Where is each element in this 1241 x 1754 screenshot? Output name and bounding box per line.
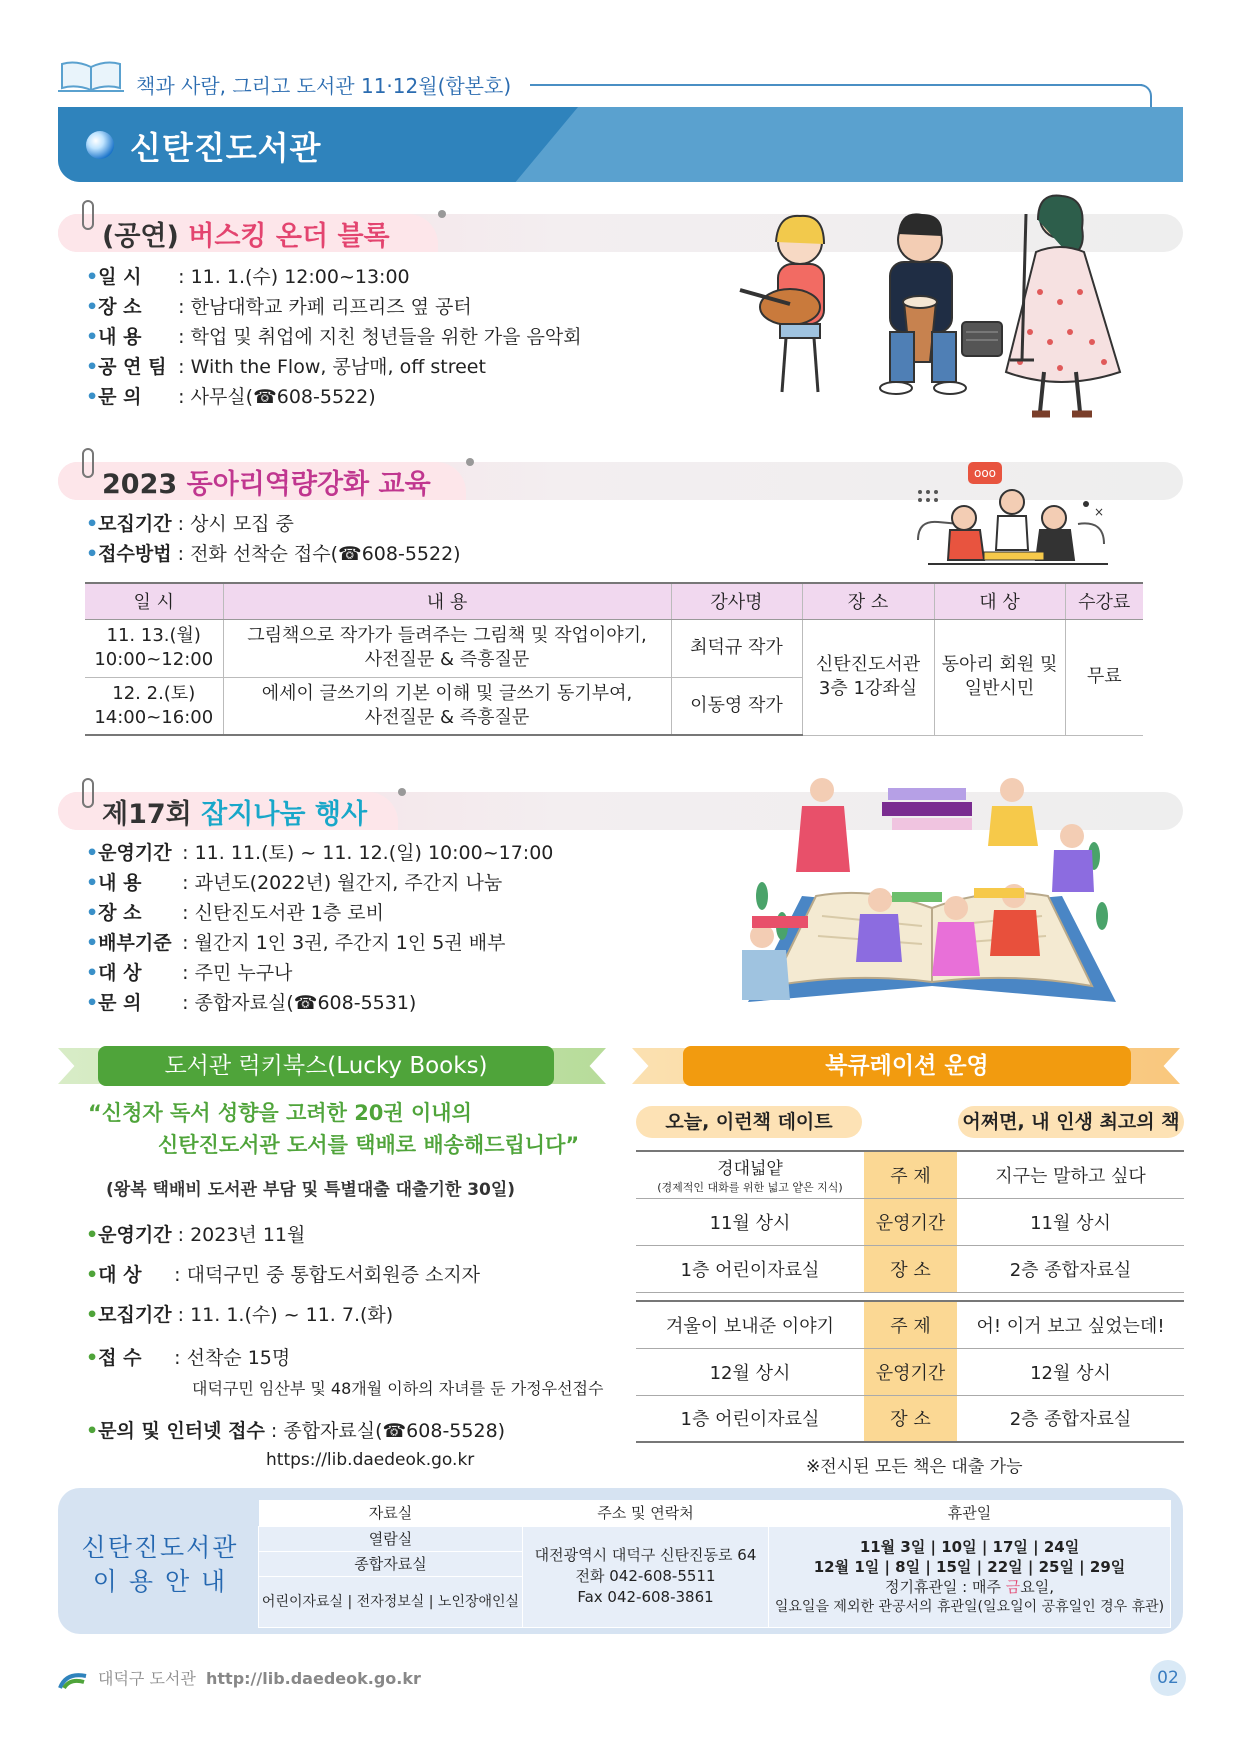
row-time: 14:00~16:00 (94, 706, 214, 728)
pin-dot-icon (398, 788, 406, 796)
room-item: 종합자료실 (259, 1552, 522, 1577)
holiday-note: 일요일을 제외한 관공서의 휴관일(일요일이 공휴일인 경우 휴관) (774, 1598, 1165, 1615)
row-date: 11. 13.(월) (106, 625, 201, 646)
footer-org: 대덕구 도서관 http://lib.daedeok.go.kr (98, 1669, 421, 1688)
target-line: 일반시민 (964, 678, 1035, 699)
row-lecturer: 최덕규 작가 (671, 619, 802, 677)
row-content: 사전질문 & 즉흥질문 (364, 649, 530, 670)
curation-footnote: ※전시된 모든 책은 대출 가능 (806, 1457, 1023, 1477)
list-item: •문 의 : 종합자료실(☎608-5531) (86, 992, 417, 1014)
col-header: 내 용 (223, 583, 671, 619)
section1-title-main: 버스킹 온더 블록 (188, 221, 390, 252)
dec-right-period: 12월 상시 (957, 1348, 1184, 1395)
nov-left-theme-sub: (경제적인 대화를 위한 넓고 얕은 지식) (657, 1181, 843, 1195)
col-header: 대 상 (934, 583, 1065, 619)
svg-text:×: × (1094, 505, 1105, 519)
nov-right-theme: 지구는 말하고 싶다 (957, 1151, 1184, 1198)
table-row (636, 1198, 1184, 1245)
nov-left-period: 11월 상시 (636, 1198, 864, 1245)
row-content: 사전질문 & 즉흥질문 (364, 706, 530, 728)
fax: Fax 042-608-3861 (577, 1588, 714, 1606)
label-theme: 주 제 (864, 1301, 957, 1348)
curation-december-table (636, 1300, 1184, 1443)
section2-list (86, 509, 461, 569)
dec-right-theme: 어! 이거 보고 싶었는데! (957, 1301, 1184, 1348)
library-banner (58, 107, 1183, 182)
section2-title-main: 동아리역량강화 교육 (186, 469, 431, 500)
list-item: •운영기간 : 11. 11.(토) ~ 11. 12.(일) 10:00~17:00 (86, 842, 554, 864)
curation-left-pill: 오늘, 이런책 데이트 (636, 1106, 862, 1138)
series-title: 책과 사람, 그리고 도서관 11·12월(합본호) (136, 74, 512, 98)
busking-musicians-illustration (720, 192, 1140, 432)
nov-right-place: 2층 종합자료실 (957, 1245, 1184, 1292)
table-row (636, 1151, 1184, 1198)
paperclip-icon (82, 778, 94, 808)
nov-left-place: 1층 어린이자료실 (636, 1245, 864, 1292)
pin-dot-icon (466, 458, 474, 466)
list-item: •내 용 : 학업 및 취업에 지친 청년들을 위한 가을 음악회 (86, 326, 582, 348)
lucky-quote-line2: 신탄진도서관 도서를 택배로 배송해드립니다” (158, 1133, 580, 1157)
curation-title: 북큐레이션 운영 (683, 1046, 1131, 1086)
table-row (85, 619, 1143, 677)
list-item: •내 용 : 과년도(2022년) 월간지, 주간지 나눔 (86, 872, 503, 894)
target-line: 동아리 회원 및 (941, 654, 1058, 675)
open-book-icon (58, 58, 124, 94)
list-item: •모집기간 : 11. 1.(수) ~ 11. 7.(화) (86, 1304, 394, 1326)
section3-title-prefix: 제17회 (102, 799, 192, 830)
list-item: •접수방법 : 전화 선착순 접수(☎608-5522) (86, 543, 461, 565)
label-place: 장 소 (864, 1395, 957, 1442)
curation-right-pill: 어쩌면, 내 인생 최고의 책 (958, 1106, 1184, 1138)
list-item: •일 시 : 11. 1.(수) 12:00~13:00 (86, 266, 410, 288)
info-usage-label: 이 용 안 내 (92, 1567, 228, 1596)
curation-november-table (636, 1150, 1184, 1293)
dec-left-theme: 겨울이 보내준 이야기 (636, 1301, 864, 1348)
speech-bubble-icon: ooo (973, 466, 997, 480)
place-line: 3층 1강좌실 (818, 678, 918, 699)
room-item: 어린이자료실 | 전자정보실 | 노인장애인실 (261, 1593, 520, 1610)
section3-title-main: 잡지나눔 행사 (201, 799, 368, 830)
table-row (636, 1348, 1184, 1395)
row-date: 12. 2.(토) (112, 682, 196, 704)
footer-url[interactable]: http://lib.daedeok.go.kr (206, 1669, 421, 1688)
regular-closed-day: 정기휴관일 : 매주 금요일, (884, 1577, 1055, 1596)
list-item: •문 의 : 사무실(☎608-5522) (86, 386, 376, 408)
club-meeting-illustration (908, 460, 1128, 580)
library-name: 신탄진도서관 (130, 129, 322, 167)
paperclip-icon (82, 200, 94, 230)
list-item: •장 소 : 신탄진도서관 1층 로비 (86, 902, 384, 924)
section1-title-prefix: (공연) (102, 221, 179, 252)
section3-title (102, 792, 367, 831)
lucky-note: (왕복 택배비 도서관 부담 및 특별대출 대출기한 30일) (106, 1180, 516, 1200)
usage-info-table (258, 1500, 1171, 1628)
col-header: 자료실 (259, 1500, 523, 1526)
regular-closed-weekday: 금 (1005, 1577, 1021, 1596)
paperclip-icon (82, 448, 94, 478)
lucky-quote-line1: “신청자 독서 성향을 고려한 20권 이내의 (88, 1101, 472, 1125)
lucky-books-title: 도서관 럭키북스(Lucky Books) (98, 1046, 554, 1086)
section3-list (86, 838, 553, 1018)
col-header: 장 소 (802, 583, 934, 619)
nov-right-period: 11월 상시 (957, 1198, 1184, 1245)
page-number: 02 (1150, 1660, 1186, 1696)
list-item: •대 상 : 대덕구민 중 통합도서회원증 소지자 (86, 1264, 481, 1286)
address: 대전광역시 대덕구 신탄진동로 64 (534, 1546, 757, 1564)
col-header: 주소 및 연락처 (523, 1500, 769, 1526)
row-lecturer: 이동영 작가 (671, 677, 802, 735)
list-item: •문의 및 인터넷 접수 : 종합자료실(☎608-5528) (86, 1420, 506, 1442)
list-item: •모집기간 : 상시 모집 중 (86, 513, 294, 535)
list-item: •대 상 : 주민 누구나 (86, 962, 293, 984)
label-period: 운영기간 (864, 1198, 957, 1245)
col-header: 강사명 (671, 583, 802, 619)
pin-dot-icon (438, 210, 446, 218)
header-rule (530, 84, 1142, 86)
table-row (636, 1301, 1184, 1348)
bullet-orb-icon (86, 131, 114, 159)
dec-left-place: 1층 어린이자료실 (636, 1395, 864, 1442)
label-place: 장 소 (864, 1245, 957, 1292)
phone: 전화 042-608-5511 (575, 1567, 716, 1585)
list-item: •배부기준 : 월간지 1인 3권, 주간지 1인 5권 배부 (86, 932, 506, 954)
table-row (636, 1395, 1184, 1442)
nov-left-theme: 경대넓얕 (717, 1159, 783, 1180)
daedeok-library-logo-icon (58, 1668, 88, 1690)
header-rule-corner (1140, 84, 1152, 108)
section2-title-prefix: 2023 (102, 469, 178, 500)
table-header-row (259, 1500, 1171, 1526)
club-education-table (85, 582, 1143, 736)
row-content: 그림책으로 작가가 들려주는 그림책 및 작업이야기, (247, 625, 647, 646)
list-item: •공 연 팀 : With the Flow, 콩남매, off street (86, 356, 486, 378)
label-period: 운영기간 (864, 1348, 957, 1395)
list-item: •운영기간 : 2023년 11월 (86, 1224, 306, 1246)
col-header: 일 시 (85, 583, 223, 619)
place-line: 신탄진도서관 (815, 654, 921, 675)
col-header: 휴관일 (769, 1500, 1171, 1526)
room-item: 열람실 (259, 1527, 522, 1552)
col-header: 수강료 (1065, 583, 1143, 619)
fee-cell: 무료 (1065, 619, 1143, 735)
dec-right-place: 2층 종합자료실 (957, 1395, 1184, 1442)
info-library-name: 신탄진도서관 (81, 1533, 239, 1562)
row-content: 에세이 글쓰기의 기본 이해 및 글쓰기 동기부여, (261, 682, 633, 704)
table-header-row (85, 583, 1143, 619)
label-theme: 주 제 (864, 1151, 957, 1198)
closed-days-december: 12월 1일 | 8일 | 15일 | 22일 | 25일 | 29일 (813, 1557, 1126, 1576)
closed-days-november: 11월 3일 | 10일 | 17일 | 24일 (859, 1537, 1080, 1556)
dec-left-period: 12월 상시 (636, 1348, 864, 1395)
library-website-link[interactable]: https://lib.daedeok.go.kr (266, 1450, 475, 1470)
table-row (636, 1245, 1184, 1292)
row-time: 10:00~12:00 (94, 649, 214, 670)
lucky-subnote: 대덕구민 임산부 및 48개월 이하의 자녀를 둔 가정우선접수 (192, 1379, 604, 1398)
reading-people-illustration (742, 776, 1122, 1016)
list-item: •장 소 : 한남대학교 카페 리프리즈 옆 공터 (86, 296, 472, 318)
section2-title (102, 462, 431, 501)
section1-list (86, 262, 582, 412)
section1-title (102, 214, 390, 253)
list-item: •접 수 : 선착순 15명 (86, 1347, 291, 1369)
